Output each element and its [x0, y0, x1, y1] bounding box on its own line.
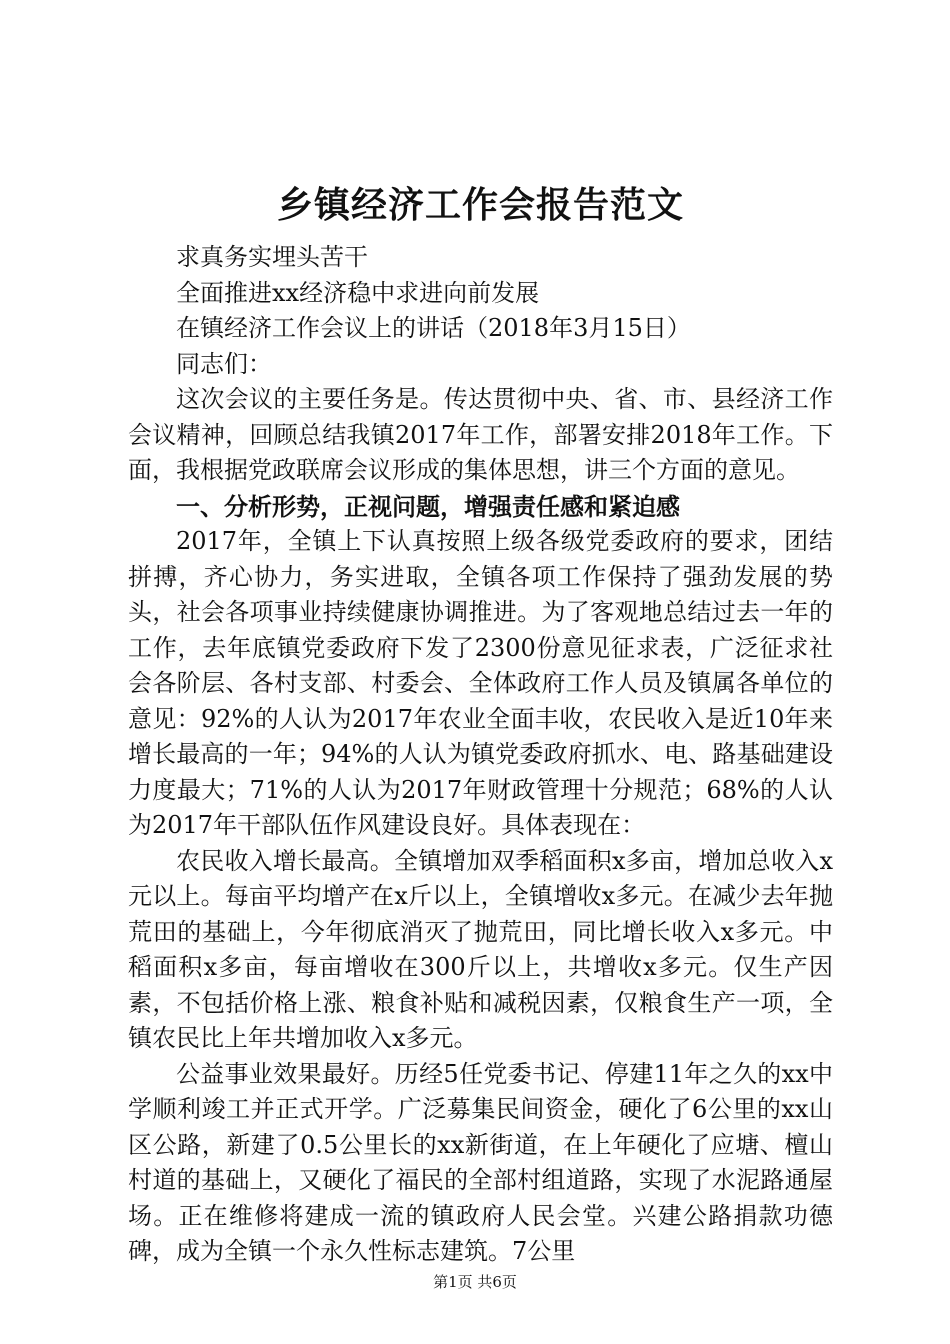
- section-heading-1: 一、分析形势，正视问题，增强责任感和紧迫感: [176, 491, 680, 521]
- subtitle-line-2: 全面推进xx经济稳中求进向前发展: [176, 278, 540, 307]
- salutation: 同志们：: [176, 349, 272, 378]
- paragraph-farmer-income: 农民收入增长最高。全镇增加双季稻面积x多亩，增加总收入x元以上。每亩平均增产在x斤以上，全镇增收x多元。在减少去年抛荒田的基础上，今年彻底消灭了抛荒田，同比增长收入x多元。中稻面积x多亩，每亩增收在300斤以上，共增收x多元。仅生产因素，不包括价格上涨、粮食补贴和减税因素，仅粮食生产一项，全镇农民比上年共增加收入x多元。: [128, 846, 833, 1052]
- paragraph-summary: 2017年，全镇上下认真按照上级各级党委政府的要求，团结拼搏，齐心协力，务实进取，全镇各项工作保持了强劲发展的势头，社会各项事业持续健康协调推进。为了客观地总结过去一年的工作，去年底镇党委政府下发了2300份意见征求表，广泛征求社会各阶层、各村支部、村委会、全体政府工作人员及镇属各单位的意见：92%的人认为2017年农业全面丰收，农民收入是近10年来增长最高的一年；94%的人认为镇党委政府抓水、电、路基础建设力度最大；71%的人认为2017年财政管理十分规范；68%的人认为2017年干部队伍作风建设良好。具体表现在：: [128, 527, 833, 839]
- document-title: 乡镇经济工作会报告范文: [276, 184, 684, 226]
- subtitle-line-3: 在镇经济工作会议上的讲话（2018年3月15日）: [176, 314, 691, 342]
- paragraph-public-works: 公益事业效果最好。历经5任党委书记、停建11年之久的xx中学顺利竣工并正式开学。广泛募集民间资金，硬化了6公里的xx山区公路，新建了0.5公里长的xx新街道，在上年硬化了应塘、檀山村道的基础上，又硬化了福民的全部村组道路，实现了水泥路通屋场。正在维修将建成一流的镇政府人民会堂。兴建公路捐款功德碑，成为全镇一个永久性标志建筑。7公里: [128, 1059, 833, 1265]
- paragraph-intro: 这次会议的主要任务是。传达贯彻中央、省、市、县经济工作会议精神，回顾总结我镇2017年工作，部署安排2018年工作。下面，我根据党政联席会议形成的集体思想，讲三个方面的意见。: [128, 385, 833, 484]
- document-page: [128, 178, 833, 1270]
- subtitle-line-1: 求真务实埋头苦干: [176, 243, 368, 271]
- page-footer: 第1页 共6页: [433, 1273, 517, 1291]
